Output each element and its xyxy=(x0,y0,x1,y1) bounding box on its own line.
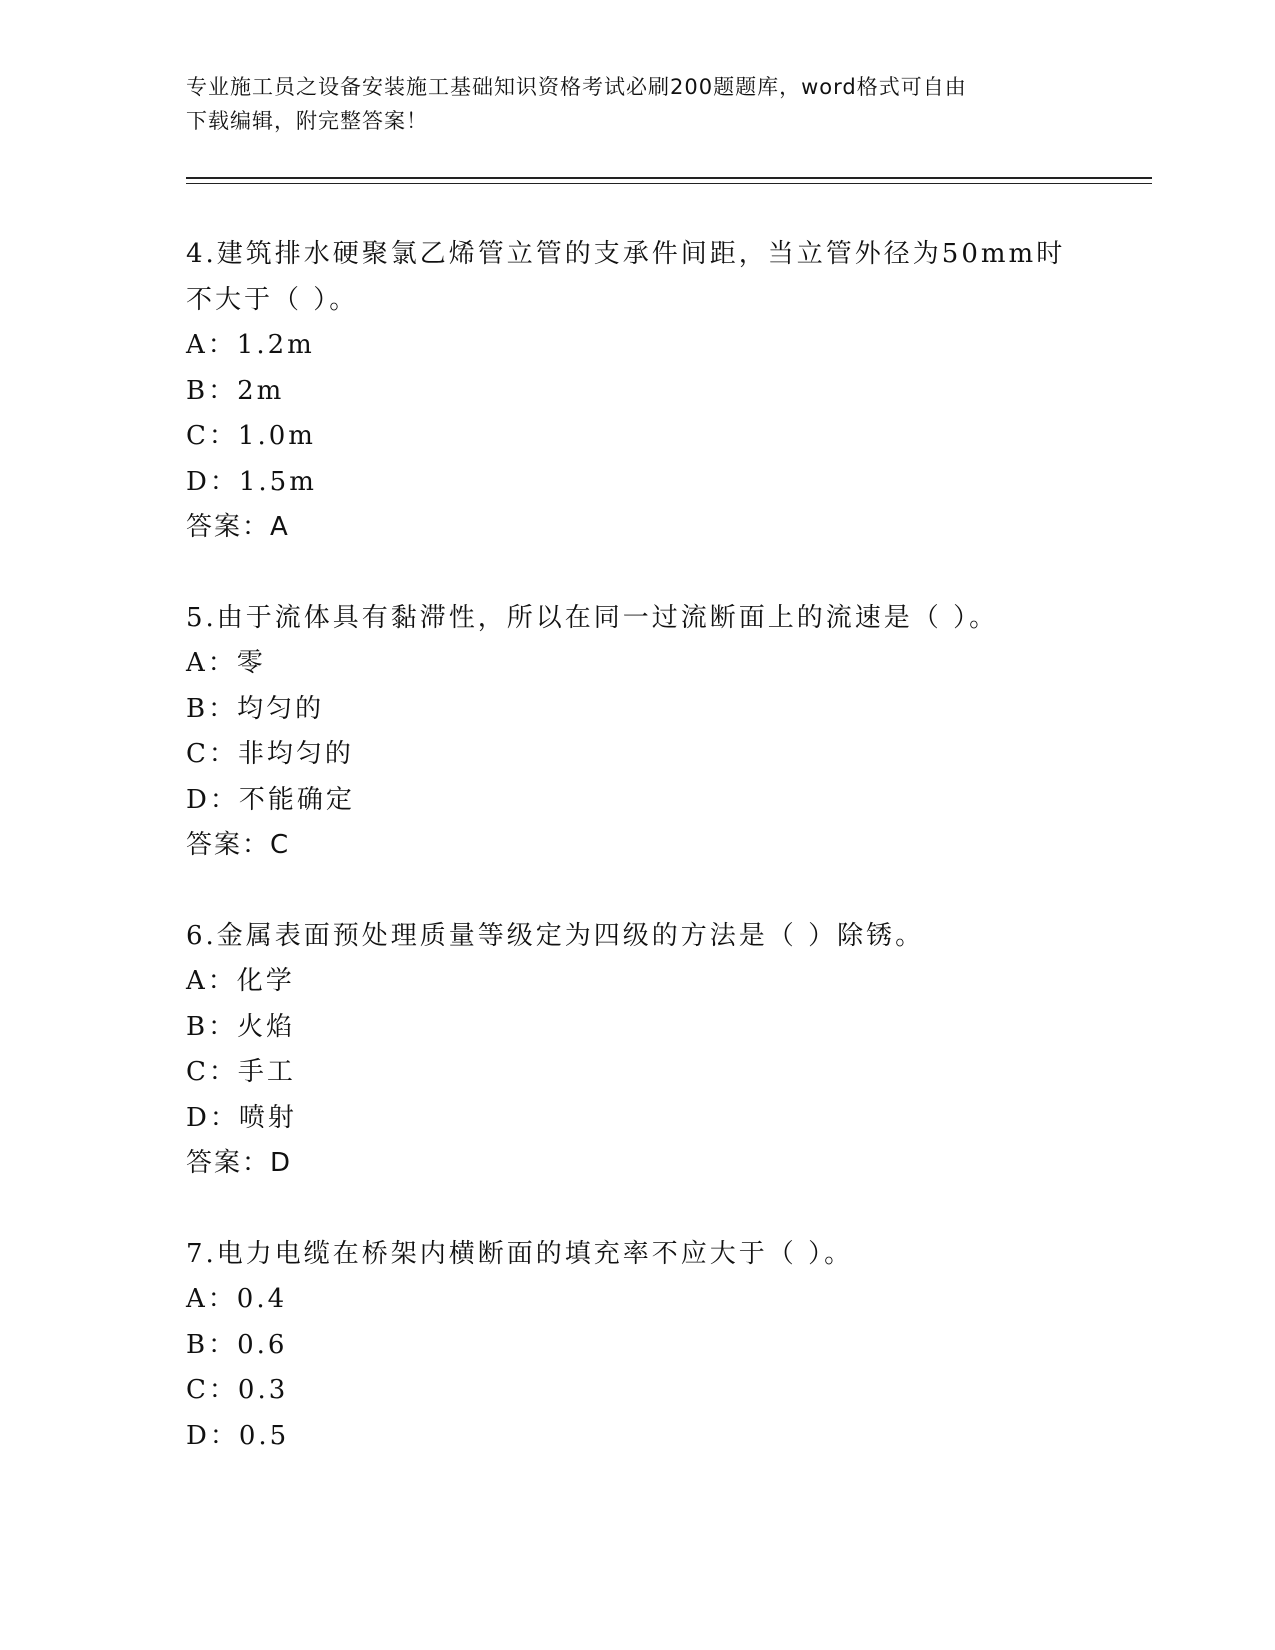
option-a xyxy=(186,1277,1086,1323)
option-d xyxy=(186,1096,1086,1142)
question-4 xyxy=(186,232,1086,551)
option-value: 0.3 xyxy=(237,1375,289,1405)
option-value: 非均匀的 xyxy=(237,739,354,769)
question-text: 5.由于流体具有黏滞性，所以在同一过流断面上的流速是（ ）。 xyxy=(186,602,999,633)
header-line-1: 专业施工员之设备安装施工基础知识资格考试必刷200题题库，word格式可自由 xyxy=(186,75,967,99)
answer-line xyxy=(186,1141,1086,1187)
option-key: C： xyxy=(186,421,238,451)
option-b xyxy=(186,369,1086,415)
header-line-2: 下载编辑，附完整答案！ xyxy=(186,109,428,133)
option-value: 均匀的 xyxy=(237,693,325,724)
option-value: 不能确定 xyxy=(238,784,355,815)
option-value: 零 xyxy=(236,648,266,678)
option-key: A： xyxy=(186,966,237,996)
option-value: 火焰 xyxy=(237,1011,296,1042)
option-a xyxy=(186,641,1086,687)
question-list xyxy=(186,232,1086,1504)
option-a xyxy=(186,323,1086,369)
option-c xyxy=(186,1368,1086,1414)
option-value: 1.5m xyxy=(238,466,317,497)
answer-value: D xyxy=(270,1148,293,1178)
option-key: C： xyxy=(186,1057,238,1087)
option-value: 0.4 xyxy=(236,1284,288,1314)
question-6 xyxy=(186,914,1086,1187)
option-d xyxy=(186,460,1086,506)
option-key: D： xyxy=(186,784,239,815)
answer-line xyxy=(186,823,1086,869)
option-c xyxy=(186,732,1086,778)
option-key: B： xyxy=(186,1011,238,1042)
option-b xyxy=(186,687,1086,733)
option-value: 2m xyxy=(237,375,285,406)
option-b xyxy=(186,1323,1086,1369)
answer-label: 答案： xyxy=(186,830,271,860)
answer-line xyxy=(186,505,1086,551)
option-d xyxy=(186,778,1086,824)
answer-value: A xyxy=(270,512,290,542)
answer-value: C xyxy=(270,830,291,860)
header-divider-thin xyxy=(186,183,1152,184)
option-key: B： xyxy=(186,375,238,406)
option-value: 1.2m xyxy=(236,330,315,360)
option-key: C： xyxy=(186,739,238,769)
document-header xyxy=(186,70,1066,138)
option-d xyxy=(186,1414,1086,1460)
option-value: 手工 xyxy=(237,1057,296,1087)
option-key: A： xyxy=(186,330,237,360)
option-value: 喷射 xyxy=(238,1102,297,1133)
option-c xyxy=(186,414,1086,460)
option-value: 0.6 xyxy=(237,1329,288,1360)
option-key: C： xyxy=(186,1375,238,1405)
option-key: A： xyxy=(186,648,237,678)
option-b xyxy=(186,1005,1086,1051)
option-c xyxy=(186,1050,1086,1096)
question-text: 7.电力电缆在桥架内横断面的填充率不应大于（ ）。 xyxy=(186,1238,854,1269)
option-key: B： xyxy=(186,693,238,724)
question-text: 4.建筑排水硬聚氯乙烯管立管的支承件间距，当立管外径为50mm时不大于（ ）。 xyxy=(186,239,1066,315)
option-value: 1.0m xyxy=(237,421,316,451)
header-divider-thick xyxy=(186,177,1152,179)
option-key: B： xyxy=(186,1329,238,1360)
question-5 xyxy=(186,596,1086,869)
option-key: A： xyxy=(186,1284,237,1314)
question-text: 6.金属表面预处理质量等级定为四级的方法是（ ）除锈。 xyxy=(186,920,925,951)
option-a xyxy=(186,959,1086,1005)
option-value: 0.5 xyxy=(238,1420,290,1451)
answer-label: 答案： xyxy=(186,512,271,542)
option-key: D： xyxy=(186,1420,239,1451)
option-key: D： xyxy=(186,1102,239,1133)
option-value: 化学 xyxy=(236,966,295,996)
option-key: D： xyxy=(186,466,239,497)
answer-label: 答案： xyxy=(186,1148,271,1178)
question-7 xyxy=(186,1232,1086,1460)
